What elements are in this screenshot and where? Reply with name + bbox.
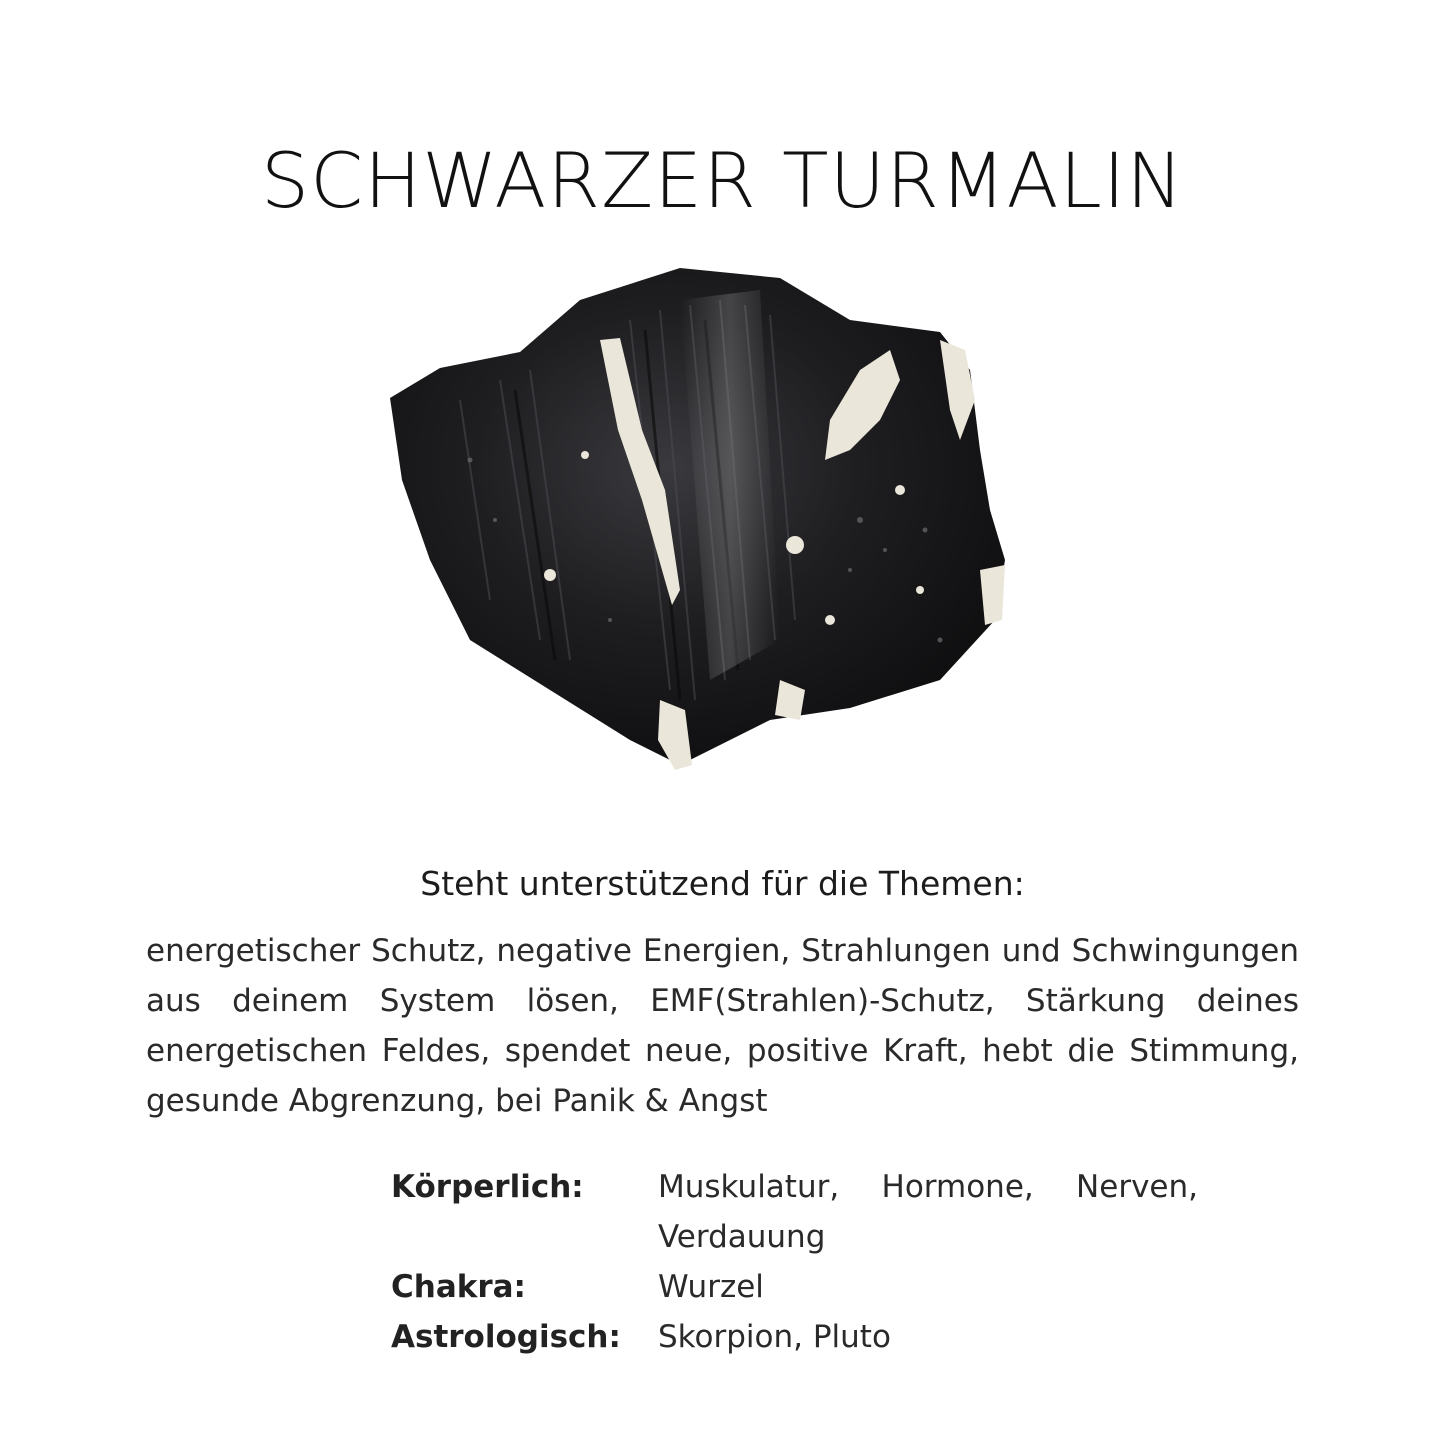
properties-list (391, 1162, 1211, 1362)
stone-image (380, 260, 1020, 780)
property-row-koerperlich (391, 1162, 1211, 1262)
property-row-chakra (391, 1262, 1211, 1312)
black-tourmaline-stone-icon (380, 260, 1020, 780)
property-label: Astrologisch: (391, 1319, 621, 1355)
property-row-astrologisch (391, 1312, 1211, 1362)
themes-heading: Steht unterstützend für die Themen: (420, 864, 1025, 903)
property-label: Chakra: (391, 1269, 526, 1305)
page-title: SCHWARZER TURMALIN (260, 136, 1185, 225)
property-label: Körperlich: (391, 1169, 584, 1205)
themes-text: energetischer Schutz, negative Energien, Strahlungen und Schwingungen aus deinem System lösen, EMF(Strahlen)-Schutz, Stärkung deines energetischen Feldes, spendet neue, positive Kraft, hebt die Stimmung, gesunde Abgrenzung, bei Panik & Angst (146, 933, 1299, 1119)
property-value: Muskulatur, Hormone, Nerven, Verdauung (658, 1169, 1198, 1255)
property-value: Skorpion, Pluto (658, 1319, 891, 1355)
property-value: Wurzel (658, 1269, 764, 1305)
